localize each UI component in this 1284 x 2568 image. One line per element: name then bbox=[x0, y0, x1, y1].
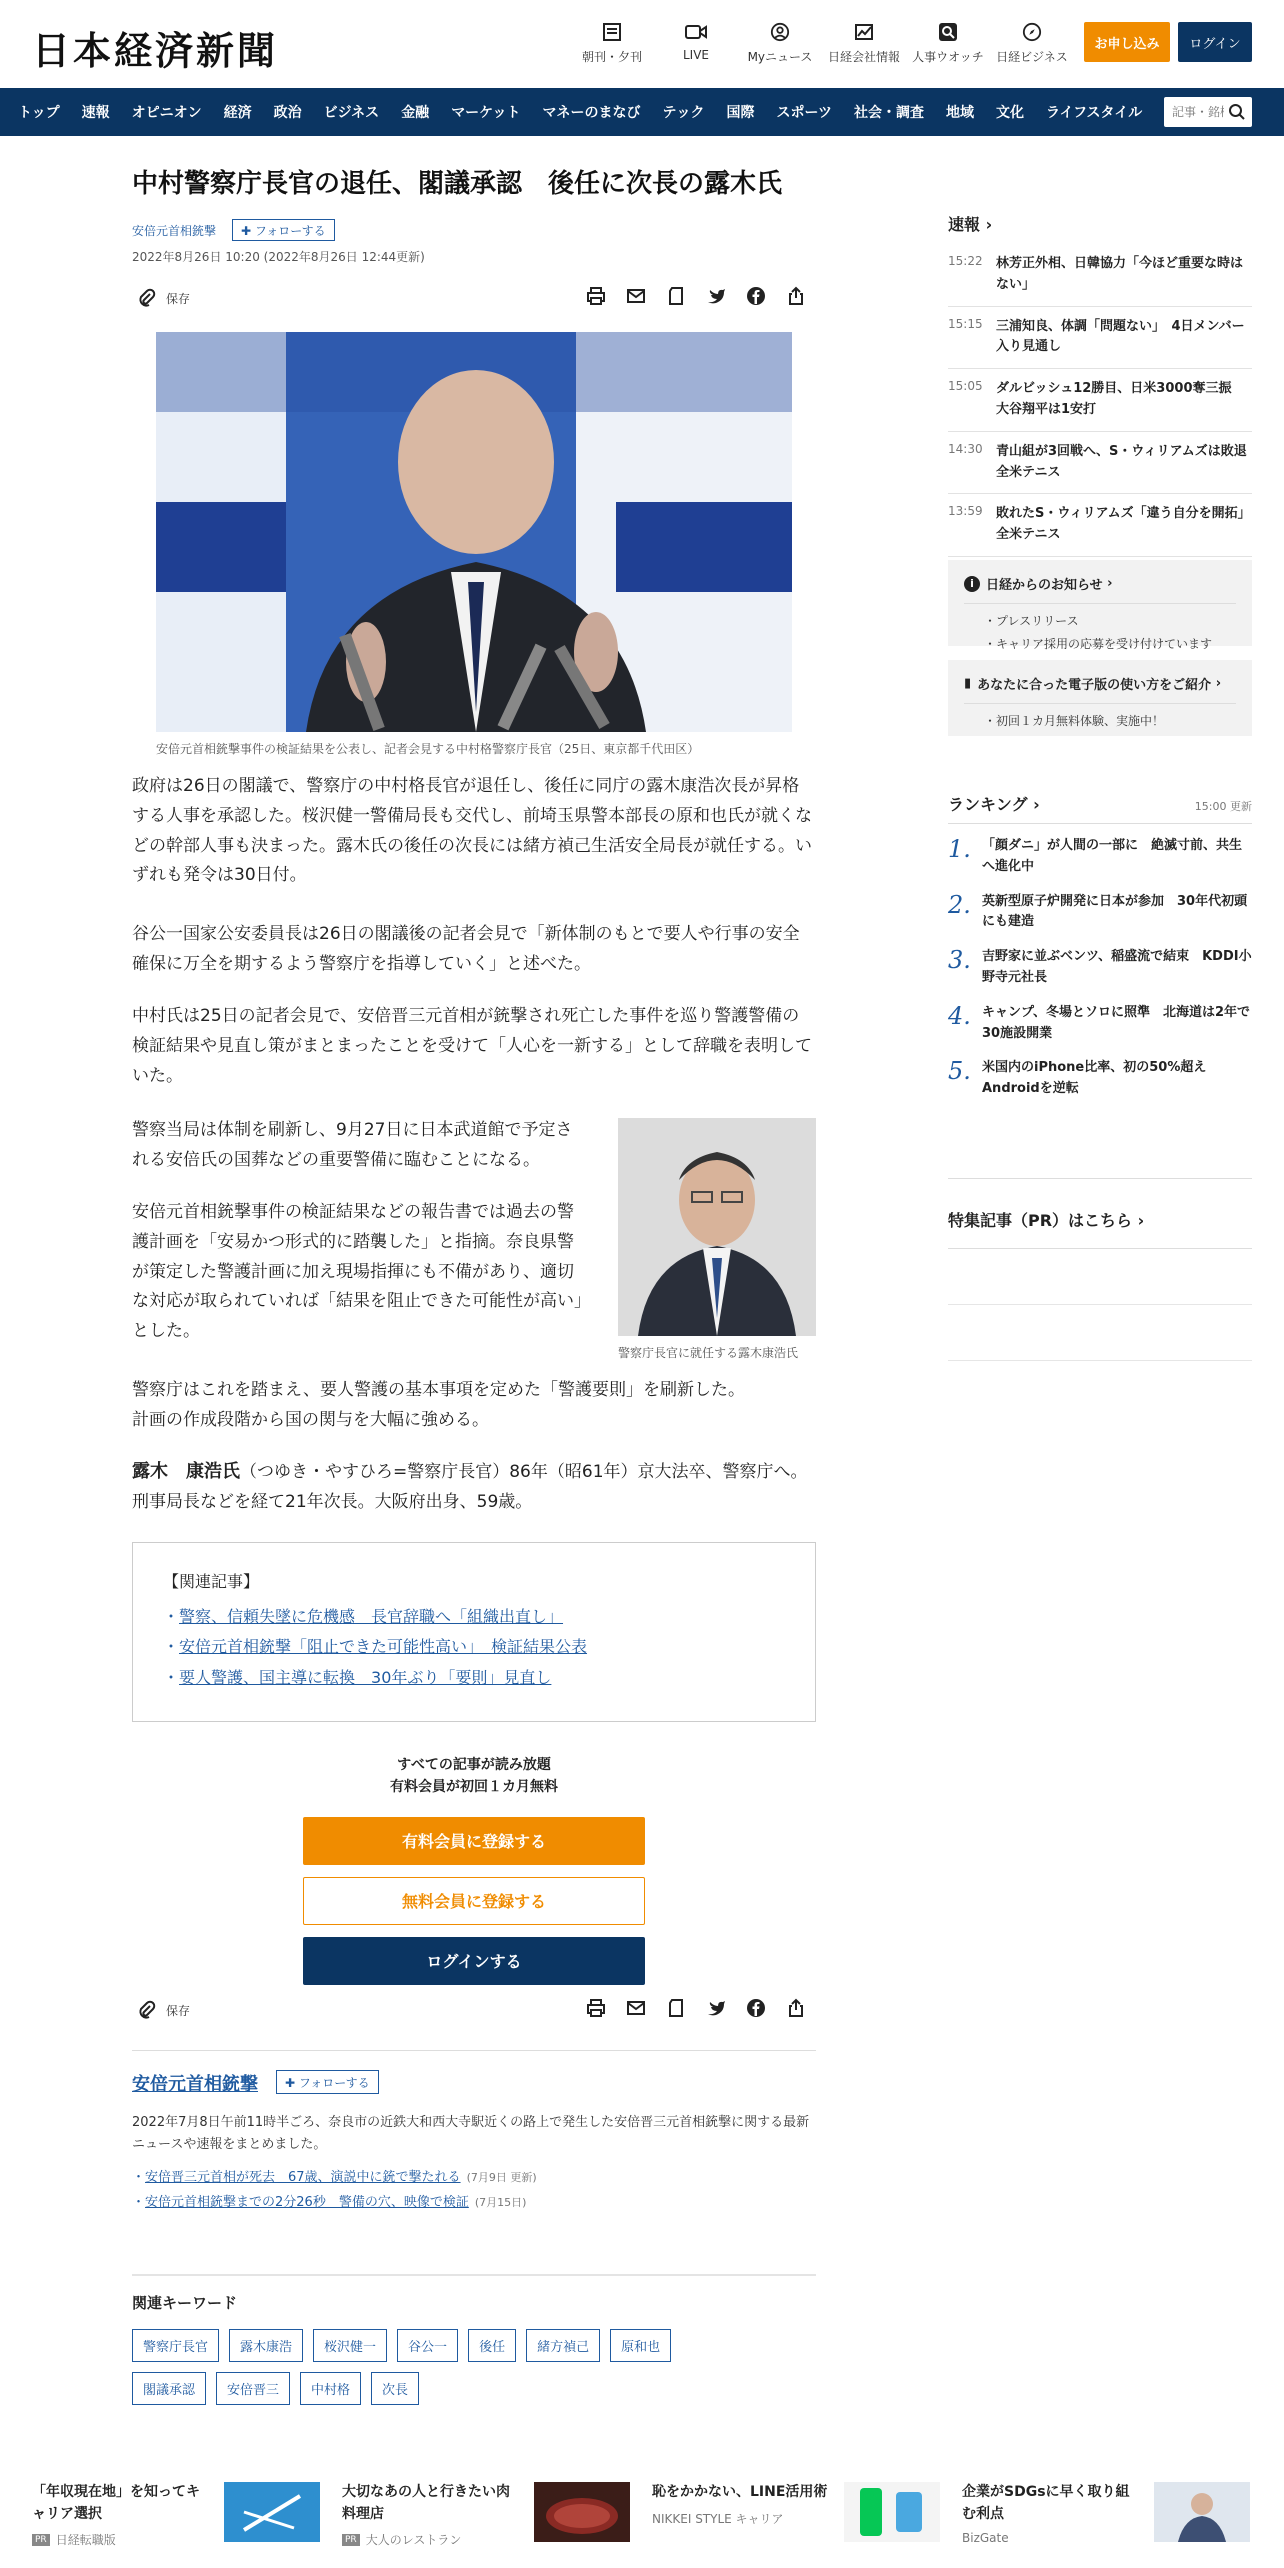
ebook-list bbox=[964, 703, 1236, 733]
news-heading[interactable] bbox=[948, 212, 992, 235]
notice-item-label: プレスリリース bbox=[996, 614, 1079, 628]
ad-thumbnail bbox=[224, 2482, 320, 2542]
ad-thumbnail bbox=[844, 2482, 940, 2542]
ranking-headline[interactable]: 米国内のiPhone比率、初の50%超え Androidを逆転 bbox=[982, 1060, 1220, 1097]
ranking-list bbox=[948, 824, 1252, 1102]
free-register-button[interactable]: 無料会員に登録する bbox=[303, 1877, 645, 1925]
news-list bbox=[948, 244, 1260, 557]
notice-title: 日経からのお知らせ bbox=[986, 578, 1103, 593]
keyword-tag[interactable]: 後任 bbox=[468, 2329, 516, 2362]
ad-thumbnail bbox=[534, 2482, 630, 2542]
ad-item[interactable] bbox=[652, 2482, 962, 2568]
topic-link[interactable]: 安倍元首相銃撃 bbox=[132, 224, 217, 238]
header-link-jinji[interactable] bbox=[906, 22, 990, 65]
topic-link-date: (7月15日) bbox=[474, 2195, 527, 2209]
article-toolbar-bottom bbox=[132, 1996, 816, 2026]
plus-icon: ✚ bbox=[241, 224, 255, 238]
nav-item[interactable]: トップ bbox=[18, 105, 60, 121]
keyword-tag[interactable]: 警察庁長官 bbox=[132, 2329, 219, 2362]
ad-item[interactable] bbox=[962, 2482, 1272, 2568]
follow-label: フォローする bbox=[254, 224, 326, 238]
nav-item[interactable]: 社会・調査 bbox=[853, 105, 924, 121]
ad-source-label: BizGate bbox=[962, 2531, 1009, 2546]
facebook-icon[interactable] bbox=[736, 1998, 776, 2018]
related-link[interactable]: 安倍元首相銃撃「阻止できた可能性高い」 検証結果公表 bbox=[179, 1637, 588, 1657]
news-heading-label: 速報 bbox=[948, 215, 981, 234]
photo-caption: 安倍元首相銃撃事件の検証結果を公表し、記者会見する中村格警察庁長官（25日、東京都千代田区） bbox=[156, 742, 700, 756]
share-icon[interactable] bbox=[776, 286, 816, 306]
ranking-headline[interactable]: キャンプ、冬場とソロに照準 北海道は2年で30施設開業 bbox=[982, 1004, 1251, 1041]
article-toolbar-top bbox=[132, 284, 816, 314]
ranking-headline[interactable]: 英新型原子炉開発に日本が参加 30年代初頭にも建造 bbox=[982, 893, 1248, 930]
keyword-tags bbox=[132, 2329, 752, 2415]
related-item[interactable]: ・要人警護、国主導に転換 30年ぶり「要則」見直し bbox=[163, 1667, 552, 1687]
topic-link-date: (7月9日 更新) bbox=[466, 2171, 537, 2185]
topic-link[interactable]: 安倍晋三元首相が死去 67歳、演説中に銃で撃たれる bbox=[145, 2170, 461, 2186]
ebook-title: あなたに合った電子版の使い方をご紹介 bbox=[977, 678, 1212, 693]
nav-item[interactable]: マーケット bbox=[451, 105, 521, 121]
person-name: 露木 康浩氏 bbox=[132, 1461, 240, 1482]
article-paragraph: 安倍元首相銃撃事件の検証結果などの報告書では過去の警護計画を「安易かつ形式的に踏襲した」と指摘。奈良県警が策定した警護計画に加え現場指揮にも不備があり、適切な対応が取られていれば「結果を阻止できた可能性が高い」とした。 bbox=[132, 1202, 583, 1341]
ranking-item[interactable] bbox=[948, 1046, 1252, 1102]
keyword-tag[interactable]: 緒方禎己 bbox=[526, 2329, 600, 2362]
share-bar bbox=[576, 286, 816, 306]
pr-title: 特集記事（PR）はこちら bbox=[948, 1211, 1133, 1230]
ranking-number: 1. bbox=[948, 835, 971, 863]
ad-item[interactable] bbox=[32, 2482, 342, 2568]
ad-source-label: 大人のレストラン bbox=[365, 2533, 462, 2548]
topic-follow-button[interactable] bbox=[276, 2070, 379, 2094]
article-photo bbox=[156, 332, 792, 732]
notice-list bbox=[964, 603, 1236, 656]
news-item[interactable] bbox=[948, 307, 1252, 370]
facebook-icon[interactable] bbox=[736, 286, 776, 306]
ranking-headline[interactable]: 「顔ダニ」が人間の一部に 絶滅寸前、共生へ進化中 bbox=[982, 838, 1243, 874]
login-button[interactable]: ログインする bbox=[303, 1937, 645, 1985]
divider bbox=[948, 1178, 1252, 1179]
related-articles-box bbox=[132, 1542, 816, 1722]
news-headline[interactable]: ダルビッシュ12勝目、日米3000奪三振 大谷翔平は1安打 bbox=[996, 381, 1245, 417]
follow-label: フォローする bbox=[298, 2076, 370, 2090]
search-person-icon bbox=[937, 22, 959, 42]
nav-item[interactable]: 経済 bbox=[223, 105, 252, 121]
save-label: 保存 bbox=[166, 2003, 191, 2018]
paywall-line2: 有料会員が初回１カ月無料 bbox=[390, 1779, 558, 1796]
nav-item[interactable]: 速報 bbox=[81, 105, 110, 121]
keywords-section bbox=[132, 2292, 816, 2415]
save-label: 保存 bbox=[166, 291, 191, 306]
mail-icon[interactable] bbox=[616, 1998, 656, 2018]
news-time: 15:22 bbox=[948, 254, 983, 268]
copy-icon[interactable] bbox=[656, 1998, 696, 2018]
footer-ads bbox=[0, 2482, 1284, 2568]
header-login-button[interactable]: ログイン bbox=[1178, 22, 1252, 62]
pr-badge: PR bbox=[32, 2534, 50, 2546]
topic-link-item[interactable]: ・安倍晋三元首相が死去 67歳、演説中に銃で撃たれる (7月9日 更新) bbox=[132, 2170, 537, 2186]
keyword-tag[interactable]: 中村格 bbox=[300, 2372, 361, 2405]
ranking-number: 3. bbox=[948, 946, 971, 975]
share-bar bbox=[576, 1998, 816, 2018]
news-item[interactable] bbox=[948, 432, 1260, 495]
header-link-paper[interactable] bbox=[570, 22, 654, 65]
news-item[interactable] bbox=[948, 244, 1252, 307]
news-time: 13:59 bbox=[948, 504, 983, 519]
save-button[interactable] bbox=[138, 2000, 190, 2020]
header-link-label: 人事ウオッチ bbox=[912, 50, 984, 64]
topic-box-desc: 2022年7月8日午前11時半ごろ、奈良市の近鉄大和西大寺駅近くの路上で発生した安倍晋三元首相銃撃に関する最新ニュースや速報をまとめました。 bbox=[132, 2115, 810, 2153]
article-paragraph: 政府は26日の閣議で、警察庁の中村格長官が退任し、後任に同庁の露木康浩次長が昇格する人事を承認した。桜沢健一警備局長も交代し、前埼玉県警本部長の原和也氏が就くなどの幹部人事も決まった。露木氏の後任の次長には緒方禎己生活安全局長が就任する。いずれも発令は30日付。 bbox=[132, 776, 812, 886]
topic-link[interactable]: 安倍元首相銃撃までの2分26秒 警備の穴、映像で検証 bbox=[145, 2194, 469, 2210]
nav-item[interactable]: 文化 bbox=[995, 105, 1024, 121]
nav-item[interactable]: ビジネス bbox=[323, 105, 380, 121]
divider bbox=[132, 2050, 816, 2051]
paywall bbox=[132, 1754, 816, 1985]
subscribe-button[interactable]: お申し込み bbox=[1084, 22, 1170, 62]
related-link[interactable]: 要人警護、国主導に転換 30年ぶり「要則」見直し bbox=[179, 1667, 552, 1687]
chevron-right-icon: › bbox=[1137, 1211, 1145, 1230]
chevron-right-icon: › bbox=[985, 215, 993, 234]
news-time: 14:30 bbox=[948, 441, 983, 456]
ebook-heading[interactable] bbox=[964, 674, 1236, 693]
twitter-icon[interactable] bbox=[696, 1998, 736, 2018]
article-paragraph: 警察庁はこれを踏まえ、要人警護の基本事項を定めた「警護要則」を刷新した。計画の作成段階から国の関与を大幅に強める。 bbox=[132, 1380, 746, 1430]
ad-title: 「年収現在地」を知ってキャリア選択 bbox=[32, 2484, 200, 2522]
mail-icon[interactable] bbox=[616, 286, 656, 306]
notice-heading[interactable] bbox=[964, 574, 1236, 593]
nav-item[interactable]: マネーのまなび bbox=[542, 105, 641, 121]
keyword-tag[interactable]: 谷公一 bbox=[397, 2329, 458, 2362]
user-icon bbox=[769, 22, 791, 42]
chevron-right-icon: › bbox=[1033, 795, 1040, 814]
nav-item[interactable]: ライフスタイル bbox=[1045, 105, 1143, 121]
header-link-label: 日経ビジネス bbox=[996, 50, 1068, 64]
plus-icon: ✚ bbox=[285, 2076, 299, 2090]
pr-badge: PR bbox=[342, 2534, 360, 2546]
ranking-item[interactable] bbox=[948, 824, 1252, 880]
ad-source bbox=[962, 2531, 1142, 2545]
ranking-item[interactable] bbox=[948, 880, 1252, 936]
paid-register-button[interactable]: 有料会員に登録する bbox=[303, 1817, 645, 1865]
header-link-label: Myニュース bbox=[747, 50, 813, 64]
ranking-item[interactable] bbox=[948, 935, 1252, 991]
paperclip-icon bbox=[138, 2000, 156, 2020]
portrait-image bbox=[618, 1118, 816, 1336]
divider bbox=[948, 1360, 1252, 1361]
header-link-company[interactable] bbox=[822, 22, 906, 65]
nav-item[interactable]: 国際 bbox=[726, 105, 755, 121]
press-conference-image bbox=[156, 332, 792, 732]
ad-source-label: NIKKEI STYLE キャリア bbox=[652, 2511, 784, 2526]
search-icon[interactable] bbox=[1228, 103, 1246, 121]
news-item[interactable] bbox=[948, 494, 1258, 557]
notice-box bbox=[948, 560, 1252, 651]
header-link-label: 日経会社情報 bbox=[827, 50, 900, 64]
ad-source-label: 日経転職版 bbox=[55, 2533, 116, 2548]
news-time: 15:05 bbox=[948, 379, 983, 394]
article-paragraph: 警察当局は体制を刷新し、9月27日に日本武道館で予定される安倍氏の国葬などの重要警備に臨むことになる。 bbox=[132, 1120, 573, 1170]
info-icon: i bbox=[964, 576, 980, 592]
print-icon[interactable] bbox=[576, 1998, 616, 2018]
ad-item[interactable] bbox=[342, 2482, 652, 2568]
news-time: 15:15 bbox=[948, 316, 983, 331]
ranking-title: ランキング bbox=[948, 795, 1028, 814]
video-icon bbox=[684, 22, 708, 42]
ranking-number: 5. bbox=[948, 1057, 971, 1086]
pr-section bbox=[948, 1208, 1252, 1231]
compass-icon bbox=[1021, 22, 1043, 42]
ad-source bbox=[32, 2531, 212, 2548]
keyword-tag[interactable]: 桜沢健一 bbox=[313, 2329, 387, 2362]
ad-title: 大切なあの人と行きたい肉料理店 bbox=[342, 2484, 510, 2522]
person-profile bbox=[132, 1456, 816, 1518]
pr-heading[interactable] bbox=[948, 1208, 1252, 1231]
ranking-number: 2. bbox=[948, 890, 971, 919]
related-item[interactable]: ・安倍元首相銃撃「阻止できた可能性高い」 検証結果公表 bbox=[163, 1637, 588, 1657]
related-list bbox=[163, 1602, 785, 1693]
ad-source bbox=[652, 2510, 832, 2527]
nav-item[interactable]: テック bbox=[662, 105, 705, 121]
keyword-tag[interactable]: 露木康浩 bbox=[229, 2329, 303, 2362]
keyword-tag[interactable]: 安倍晋三 bbox=[216, 2372, 290, 2405]
news-headline[interactable]: 敗れたS・ウィリアムズ「違う自分を開拓」 全米テニス bbox=[996, 506, 1258, 543]
article-paragraph: 谷公一国家公安委員長は26日の閣議後の記者会見で「新体制のもとで要人や行事の安全確保に万全を期するよう警察庁を指導していく」と述べた。 bbox=[132, 924, 800, 974]
keyword-tag[interactable]: 閣議承認 bbox=[132, 2372, 206, 2405]
ranking-number: 4. bbox=[948, 1001, 971, 1030]
twitter-icon[interactable] bbox=[696, 286, 736, 306]
notice-item[interactable]: ・プレスリリース bbox=[984, 614, 1079, 628]
news-headline[interactable]: 青山組が3回戦へ、S・ウィリアムズは敗退 全米テニス bbox=[996, 443, 1260, 480]
topic-box-links bbox=[132, 2166, 816, 2215]
notice-item[interactable]: ・キャリア採用の応募を受け付けています bbox=[984, 636, 1213, 651]
site-header bbox=[0, 0, 1284, 88]
nav-list bbox=[18, 88, 1164, 136]
related-item[interactable]: ・警察、信頼失墜に危機感 長官辞職へ「組織出直し」 bbox=[163, 1607, 564, 1626]
nav-item[interactable]: オピニオン bbox=[131, 105, 202, 121]
print-icon[interactable] bbox=[576, 286, 616, 306]
ebook-item-label: 初回１カ月無料体験、実施中！ bbox=[996, 714, 1165, 728]
person-photo bbox=[618, 1118, 816, 1336]
article-date: 2022年8月26日 10:20 (2022年8月26日 12:44更新) bbox=[132, 250, 425, 264]
ranking-section bbox=[948, 792, 1252, 1102]
article-title: 中村警察庁長官の退任、閣議承認 後任に次長の露木氏 bbox=[132, 169, 783, 199]
ad-thumbnail bbox=[1154, 2482, 1250, 2542]
follow-button[interactable] bbox=[232, 219, 335, 241]
paywall-line1: すべての記事が読み放題 bbox=[397, 1757, 551, 1773]
topic-link-item[interactable]: ・安倍元首相銃撃までの2分26秒 警備の穴、映像で検証 (7月15日) bbox=[132, 2194, 527, 2210]
ad-title: 恥をかかない、LINE活用術 bbox=[652, 2484, 828, 2500]
nav-item[interactable]: 政治 bbox=[273, 105, 302, 121]
nav-search bbox=[1164, 97, 1252, 127]
paperclip-icon bbox=[138, 288, 156, 308]
ranking-headline[interactable]: 吉野家に並ぶベンツ、稲盛流で結束 KDDI小野寺元社長 bbox=[982, 949, 1252, 985]
chevron-right-icon: › bbox=[1215, 676, 1222, 691]
ad-title: 企業がSDGsに早く取り組む利点 bbox=[962, 2484, 1130, 2522]
newspaper-icon bbox=[601, 22, 623, 42]
ranking-heading[interactable] bbox=[948, 792, 1040, 815]
notice-item-label: キャリア採用の応募を受け付けています bbox=[996, 636, 1213, 651]
save-button[interactable] bbox=[138, 288, 190, 308]
chevron-right-icon: › bbox=[1107, 576, 1113, 591]
nav-item[interactable]: 地域 bbox=[945, 105, 974, 121]
header-link-live[interactable] bbox=[654, 22, 738, 65]
news-headline[interactable]: 林芳正外相、日韓協力「今ほど重要な時はない」 bbox=[996, 256, 1244, 292]
person-text: （つゆき・やすひろ=警察庁長官）86年（昭61年）京大法卒、警察庁へ。刑事局長などを経て21年次長。大阪府出身、59歳。 bbox=[132, 1462, 808, 1512]
keyword-tag[interactable]: 次長 bbox=[371, 2372, 419, 2405]
nav-item[interactable]: 金融 bbox=[401, 105, 430, 121]
header-link-business[interactable] bbox=[990, 22, 1074, 65]
ranking-header bbox=[948, 792, 1252, 824]
header-link-mynews[interactable] bbox=[738, 22, 822, 65]
header-link-label: LIVE bbox=[682, 48, 709, 62]
main-nav bbox=[0, 88, 1284, 136]
divider bbox=[948, 1304, 1252, 1305]
chart-icon bbox=[853, 22, 875, 42]
divider bbox=[948, 1248, 1252, 1249]
person-photo-caption: 警察庁長官に就任する露木康浩氏 bbox=[618, 1346, 799, 1360]
book-icon: ▮ bbox=[964, 676, 972, 691]
news-item[interactable] bbox=[948, 369, 1252, 432]
keywords-title: 関連キーワード bbox=[132, 2294, 238, 2312]
ebook-box bbox=[948, 660, 1252, 736]
nav-item[interactable]: スポーツ bbox=[776, 105, 832, 121]
ad-source bbox=[342, 2531, 522, 2548]
site-logo[interactable]: 日本経済新聞 bbox=[32, 28, 279, 73]
copy-icon[interactable] bbox=[656, 286, 696, 306]
news-headline[interactable]: 三浦知良、体調「問題ない」 4日メンバー入り見通し bbox=[996, 318, 1245, 355]
header-link-label: 朝刊・夕刊 bbox=[581, 50, 642, 64]
ranking-item[interactable] bbox=[948, 991, 1252, 1047]
topic-box-title[interactable]: 安倍元首相銃撃 bbox=[132, 2074, 258, 2095]
topic-box bbox=[132, 2070, 816, 2216]
ranking-updated: 15:00 更新 bbox=[1194, 800, 1252, 813]
related-title: 【関連記事】 bbox=[163, 1572, 260, 1591]
header-icon-bar bbox=[570, 22, 1074, 65]
article-paragraph: 中村氏は25日の記者会見で、安倍晋三元首相が銃撃され死亡した事件を巡り警護警備の検証結果や見直し策がまとまったことを受けて「人心を一新する」として辞職を表明していた。 bbox=[132, 1006, 812, 1086]
ebook-item[interactable]: ・初回１カ月無料体験、実施中！ bbox=[984, 714, 1165, 728]
divider bbox=[132, 2274, 816, 2276]
related-link[interactable]: 警察、信頼失墜に危機感 長官辞職へ「組織出直し」 bbox=[179, 1607, 564, 1626]
share-icon[interactable] bbox=[776, 1998, 816, 2018]
keyword-tag[interactable]: 原和也 bbox=[610, 2329, 671, 2362]
search-input[interactable] bbox=[1164, 97, 1224, 127]
